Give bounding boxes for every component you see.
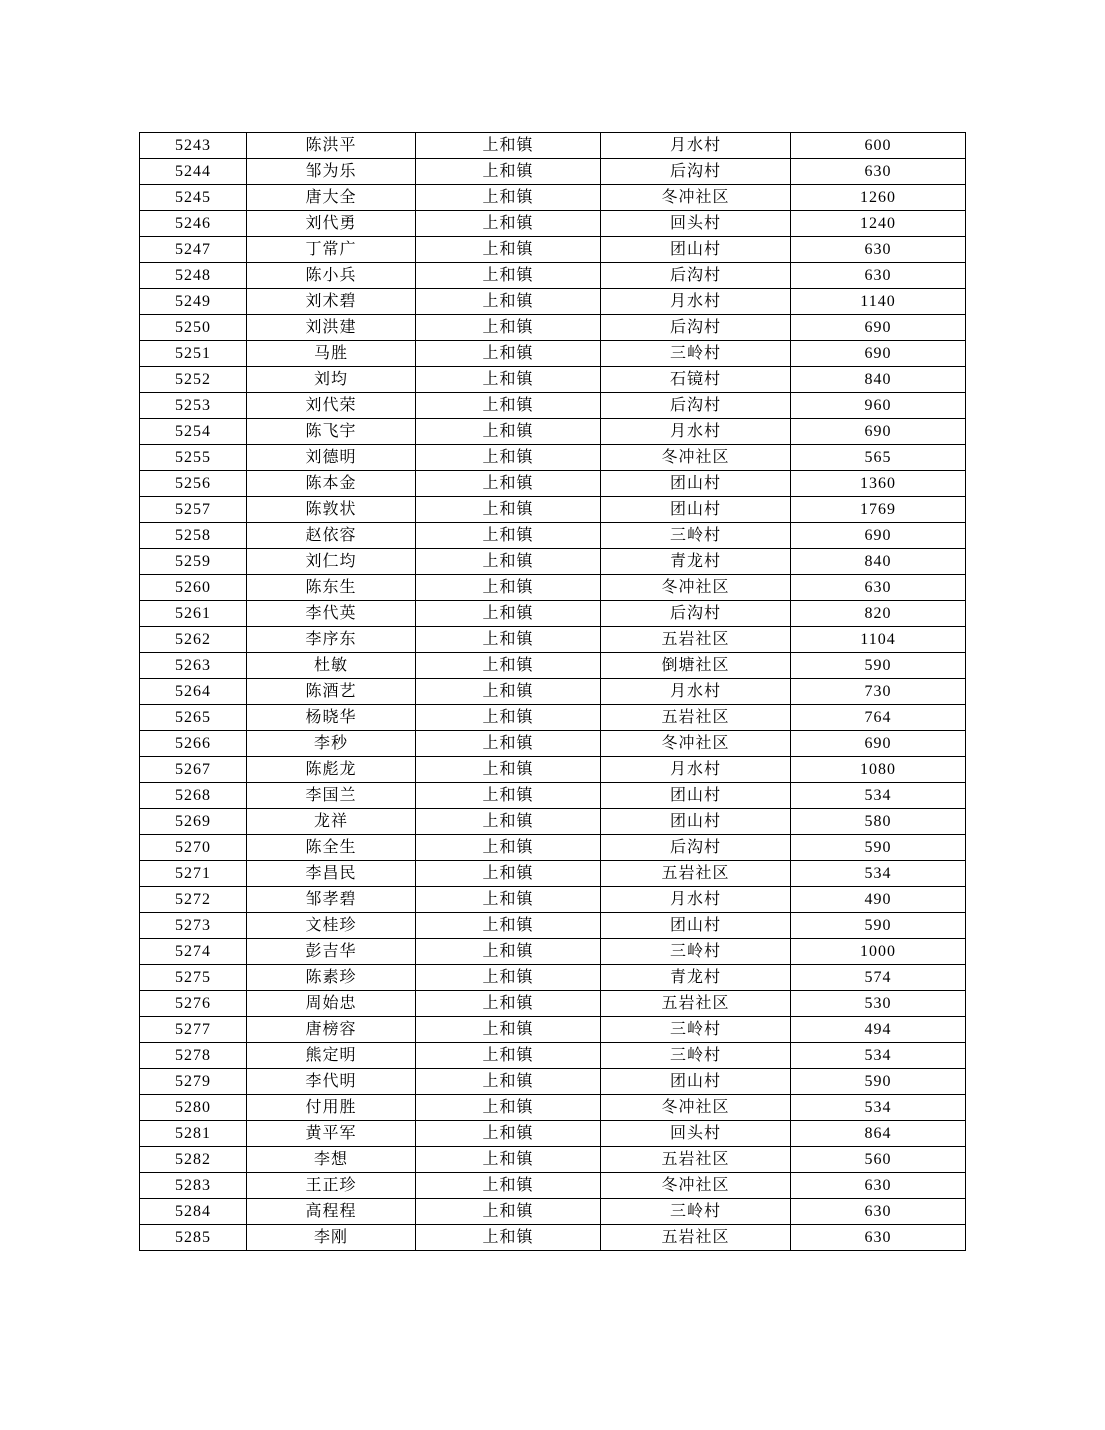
cell-town: 上和镇 <box>416 289 601 315</box>
table-row <box>140 185 966 211</box>
cell-id: 5274 <box>140 939 247 965</box>
cell-village: 三岭村 <box>601 341 791 367</box>
cell-village: 冬冲社区 <box>601 731 791 757</box>
table-body <box>140 133 966 1251</box>
cell-town: 上和镇 <box>416 185 601 211</box>
table-row <box>140 705 966 731</box>
cell-id: 5257 <box>140 497 247 523</box>
cell-name: 李序东 <box>247 627 416 653</box>
cell-name: 刘仁均 <box>247 549 416 575</box>
cell-id: 5280 <box>140 1095 247 1121</box>
cell-amount: 690 <box>791 731 966 757</box>
cell-amount: 1360 <box>791 471 966 497</box>
cell-village: 后沟村 <box>601 835 791 861</box>
cell-name: 文桂珍 <box>247 913 416 939</box>
cell-name: 赵依容 <box>247 523 416 549</box>
cell-id: 5244 <box>140 159 247 185</box>
cell-village: 三岭村 <box>601 1199 791 1225</box>
cell-amount: 1104 <box>791 627 966 653</box>
cell-town: 上和镇 <box>416 575 601 601</box>
cell-amount: 494 <box>791 1017 966 1043</box>
cell-name: 唐大全 <box>247 185 416 211</box>
cell-village: 三岭村 <box>601 939 791 965</box>
cell-name: 李代英 <box>247 601 416 627</box>
cell-town: 上和镇 <box>416 1225 601 1251</box>
cell-id: 5249 <box>140 289 247 315</box>
cell-id: 5245 <box>140 185 247 211</box>
table-row <box>140 575 966 601</box>
cell-amount: 630 <box>791 263 966 289</box>
cell-name: 彭吉华 <box>247 939 416 965</box>
cell-name: 李想 <box>247 1147 416 1173</box>
cell-amount: 690 <box>791 341 966 367</box>
cell-name: 陈飞宇 <box>247 419 416 445</box>
cell-amount: 630 <box>791 1225 966 1251</box>
cell-amount: 1260 <box>791 185 966 211</box>
cell-id: 5261 <box>140 601 247 627</box>
cell-town: 上和镇 <box>416 133 601 159</box>
table-row <box>140 1043 966 1069</box>
cell-amount: 580 <box>791 809 966 835</box>
cell-name: 李代明 <box>247 1069 416 1095</box>
table-row <box>140 289 966 315</box>
cell-village: 三岭村 <box>601 1017 791 1043</box>
table-row <box>140 731 966 757</box>
cell-amount: 534 <box>791 783 966 809</box>
cell-village: 后沟村 <box>601 601 791 627</box>
cell-id: 5264 <box>140 679 247 705</box>
table-row <box>140 471 966 497</box>
cell-village: 后沟村 <box>601 393 791 419</box>
table-row <box>140 263 966 289</box>
cell-town: 上和镇 <box>416 835 601 861</box>
cell-town: 上和镇 <box>416 809 601 835</box>
cell-name: 陈敦状 <box>247 497 416 523</box>
cell-town: 上和镇 <box>416 601 601 627</box>
table-row <box>140 133 966 159</box>
cell-village: 团山村 <box>601 237 791 263</box>
table-row <box>140 1069 966 1095</box>
cell-village: 五岩社区 <box>601 991 791 1017</box>
cell-town: 上和镇 <box>416 315 601 341</box>
table-row <box>140 1147 966 1173</box>
cell-id: 5253 <box>140 393 247 419</box>
cell-village: 月水村 <box>601 419 791 445</box>
cell-id: 5254 <box>140 419 247 445</box>
cell-amount: 565 <box>791 445 966 471</box>
cell-name: 陈全生 <box>247 835 416 861</box>
cell-amount: 1769 <box>791 497 966 523</box>
cell-id: 5271 <box>140 861 247 887</box>
cell-village: 五岩社区 <box>601 627 791 653</box>
cell-name: 杨晓华 <box>247 705 416 731</box>
cell-town: 上和镇 <box>416 757 601 783</box>
cell-name: 陈本金 <box>247 471 416 497</box>
cell-id: 5258 <box>140 523 247 549</box>
cell-name: 李国兰 <box>247 783 416 809</box>
cell-village: 后沟村 <box>601 315 791 341</box>
table-row <box>140 887 966 913</box>
cell-name: 刘代荣 <box>247 393 416 419</box>
cell-id: 5251 <box>140 341 247 367</box>
cell-village: 冬冲社区 <box>601 1173 791 1199</box>
cell-name: 李秒 <box>247 731 416 757</box>
cell-amount: 630 <box>791 159 966 185</box>
table-row <box>140 341 966 367</box>
table-row <box>140 237 966 263</box>
cell-amount: 590 <box>791 835 966 861</box>
cell-name: 杜敏 <box>247 653 416 679</box>
cell-village: 五岩社区 <box>601 861 791 887</box>
table-row <box>140 445 966 471</box>
cell-amount: 730 <box>791 679 966 705</box>
cell-amount: 690 <box>791 419 966 445</box>
cell-name: 龙祥 <box>247 809 416 835</box>
cell-amount: 574 <box>791 965 966 991</box>
cell-name: 陈洪平 <box>247 133 416 159</box>
cell-village: 青龙村 <box>601 965 791 991</box>
cell-town: 上和镇 <box>416 939 601 965</box>
cell-amount: 690 <box>791 315 966 341</box>
cell-town: 上和镇 <box>416 861 601 887</box>
cell-name: 马胜 <box>247 341 416 367</box>
table-row <box>140 835 966 861</box>
cell-amount: 590 <box>791 653 966 679</box>
cell-name: 唐榜容 <box>247 1017 416 1043</box>
cell-id: 5278 <box>140 1043 247 1069</box>
cell-id: 5281 <box>140 1121 247 1147</box>
cell-id: 5252 <box>140 367 247 393</box>
cell-town: 上和镇 <box>416 159 601 185</box>
table-row <box>140 1225 966 1251</box>
table-row <box>140 549 966 575</box>
cell-village: 团山村 <box>601 913 791 939</box>
table-row <box>140 1017 966 1043</box>
cell-name: 刘洪建 <box>247 315 416 341</box>
table-row <box>140 523 966 549</box>
cell-amount: 600 <box>791 133 966 159</box>
cell-town: 上和镇 <box>416 367 601 393</box>
cell-amount: 1140 <box>791 289 966 315</box>
cell-name: 丁常广 <box>247 237 416 263</box>
cell-id: 5265 <box>140 705 247 731</box>
table-row <box>140 1121 966 1147</box>
cell-id: 5248 <box>140 263 247 289</box>
cell-amount: 630 <box>791 575 966 601</box>
cell-id: 5255 <box>140 445 247 471</box>
cell-name: 邹孝碧 <box>247 887 416 913</box>
cell-id: 5283 <box>140 1173 247 1199</box>
cell-amount: 534 <box>791 1043 966 1069</box>
cell-town: 上和镇 <box>416 1017 601 1043</box>
cell-amount: 960 <box>791 393 966 419</box>
cell-town: 上和镇 <box>416 471 601 497</box>
cell-id: 5272 <box>140 887 247 913</box>
cell-name: 刘代勇 <box>247 211 416 237</box>
cell-name: 邹为乐 <box>247 159 416 185</box>
table-row <box>140 627 966 653</box>
cell-id: 5246 <box>140 211 247 237</box>
cell-village: 三岭村 <box>601 523 791 549</box>
cell-id: 5284 <box>140 1199 247 1225</box>
cell-id: 5277 <box>140 1017 247 1043</box>
cell-id: 5270 <box>140 835 247 861</box>
cell-amount: 590 <box>791 1069 966 1095</box>
cell-village: 倒塘社区 <box>601 653 791 679</box>
cell-amount: 590 <box>791 913 966 939</box>
table-row <box>140 601 966 627</box>
cell-amount: 1000 <box>791 939 966 965</box>
cell-id: 5259 <box>140 549 247 575</box>
table-row <box>140 679 966 705</box>
cell-amount: 534 <box>791 861 966 887</box>
cell-village: 三岭村 <box>601 1043 791 1069</box>
cell-id: 5243 <box>140 133 247 159</box>
table-row <box>140 1095 966 1121</box>
table-row <box>140 809 966 835</box>
cell-amount: 864 <box>791 1121 966 1147</box>
cell-town: 上和镇 <box>416 653 601 679</box>
cell-amount: 840 <box>791 367 966 393</box>
cell-name: 陈素珍 <box>247 965 416 991</box>
cell-village: 团山村 <box>601 783 791 809</box>
cell-town: 上和镇 <box>416 523 601 549</box>
cell-name: 陈彪龙 <box>247 757 416 783</box>
cell-town: 上和镇 <box>416 887 601 913</box>
cell-town: 上和镇 <box>416 549 601 575</box>
cell-amount: 690 <box>791 523 966 549</box>
cell-amount: 820 <box>791 601 966 627</box>
cell-town: 上和镇 <box>416 1147 601 1173</box>
cell-village: 后沟村 <box>601 263 791 289</box>
cell-village: 五岩社区 <box>601 1147 791 1173</box>
cell-village: 青龙村 <box>601 549 791 575</box>
cell-village: 团山村 <box>601 471 791 497</box>
cell-id: 5279 <box>140 1069 247 1095</box>
cell-town: 上和镇 <box>416 445 601 471</box>
table-row <box>140 861 966 887</box>
cell-name: 黄平军 <box>247 1121 416 1147</box>
table-row <box>140 939 966 965</box>
cell-id: 5260 <box>140 575 247 601</box>
cell-town: 上和镇 <box>416 679 601 705</box>
cell-village: 后沟村 <box>601 159 791 185</box>
cell-name: 付用胜 <box>247 1095 416 1121</box>
table-row <box>140 757 966 783</box>
cell-town: 上和镇 <box>416 1173 601 1199</box>
cell-name: 李昌民 <box>247 861 416 887</box>
cell-town: 上和镇 <box>416 1043 601 1069</box>
cell-id: 5250 <box>140 315 247 341</box>
cell-town: 上和镇 <box>416 991 601 1017</box>
cell-town: 上和镇 <box>416 1121 601 1147</box>
table-row <box>140 1173 966 1199</box>
cell-amount: 530 <box>791 991 966 1017</box>
cell-name: 陈东生 <box>247 575 416 601</box>
table-row <box>140 367 966 393</box>
cell-village: 月水村 <box>601 289 791 315</box>
cell-id: 5273 <box>140 913 247 939</box>
table-row <box>140 991 966 1017</box>
cell-id: 5262 <box>140 627 247 653</box>
cell-village: 团山村 <box>601 497 791 523</box>
cell-name: 刘术碧 <box>247 289 416 315</box>
cell-village: 石镜村 <box>601 367 791 393</box>
cell-name: 熊定明 <box>247 1043 416 1069</box>
cell-town: 上和镇 <box>416 1069 601 1095</box>
table-row <box>140 783 966 809</box>
cell-town: 上和镇 <box>416 731 601 757</box>
cell-id: 5263 <box>140 653 247 679</box>
cell-village: 团山村 <box>601 1069 791 1095</box>
table-row <box>140 211 966 237</box>
cell-id: 5285 <box>140 1225 247 1251</box>
cell-amount: 560 <box>791 1147 966 1173</box>
cell-town: 上和镇 <box>416 211 601 237</box>
cell-town: 上和镇 <box>416 627 601 653</box>
cell-town: 上和镇 <box>416 237 601 263</box>
cell-id: 5275 <box>140 965 247 991</box>
cell-id: 5268 <box>140 783 247 809</box>
cell-village: 回头村 <box>601 211 791 237</box>
cell-amount: 490 <box>791 887 966 913</box>
cell-village: 五岩社区 <box>601 705 791 731</box>
table-row <box>140 419 966 445</box>
cell-name: 陈酒艺 <box>247 679 416 705</box>
cell-village: 五岩社区 <box>601 1225 791 1251</box>
cell-village: 回头村 <box>601 1121 791 1147</box>
cell-amount: 764 <box>791 705 966 731</box>
cell-town: 上和镇 <box>416 393 601 419</box>
cell-village: 团山村 <box>601 809 791 835</box>
cell-id: 5247 <box>140 237 247 263</box>
cell-name: 刘德明 <box>247 445 416 471</box>
cell-village: 月水村 <box>601 887 791 913</box>
cell-amount: 1240 <box>791 211 966 237</box>
cell-town: 上和镇 <box>416 1095 601 1121</box>
cell-town: 上和镇 <box>416 783 601 809</box>
cell-id: 5282 <box>140 1147 247 1173</box>
cell-village: 月水村 <box>601 133 791 159</box>
cell-town: 上和镇 <box>416 705 601 731</box>
cell-name: 李刚 <box>247 1225 416 1251</box>
cell-name: 高程程 <box>247 1199 416 1225</box>
cell-name: 陈小兵 <box>247 263 416 289</box>
cell-town: 上和镇 <box>416 341 601 367</box>
cell-id: 5267 <box>140 757 247 783</box>
cell-village: 月水村 <box>601 679 791 705</box>
cell-id: 5269 <box>140 809 247 835</box>
cell-town: 上和镇 <box>416 263 601 289</box>
table-row <box>140 913 966 939</box>
table-row <box>140 159 966 185</box>
cell-village: 冬冲社区 <box>601 185 791 211</box>
table-row <box>140 1199 966 1225</box>
cell-village: 月水村 <box>601 757 791 783</box>
cell-town: 上和镇 <box>416 497 601 523</box>
cell-town: 上和镇 <box>416 913 601 939</box>
cell-id: 5276 <box>140 991 247 1017</box>
cell-amount: 534 <box>791 1095 966 1121</box>
cell-name: 王正珍 <box>247 1173 416 1199</box>
cell-village: 冬冲社区 <box>601 1095 791 1121</box>
cell-amount: 1080 <box>791 757 966 783</box>
cell-town: 上和镇 <box>416 965 601 991</box>
table-row <box>140 497 966 523</box>
cell-amount: 630 <box>791 1173 966 1199</box>
data-table <box>139 132 966 1251</box>
table-row <box>140 315 966 341</box>
table-row <box>140 393 966 419</box>
cell-id: 5256 <box>140 471 247 497</box>
cell-town: 上和镇 <box>416 419 601 445</box>
table-row <box>140 653 966 679</box>
cell-amount: 630 <box>791 1199 966 1225</box>
cell-amount: 630 <box>791 237 966 263</box>
cell-name: 刘均 <box>247 367 416 393</box>
cell-amount: 840 <box>791 549 966 575</box>
cell-village: 冬冲社区 <box>601 575 791 601</box>
cell-id: 5266 <box>140 731 247 757</box>
table-row <box>140 965 966 991</box>
cell-name: 周始忠 <box>247 991 416 1017</box>
cell-town: 上和镇 <box>416 1199 601 1225</box>
cell-village: 冬冲社区 <box>601 445 791 471</box>
